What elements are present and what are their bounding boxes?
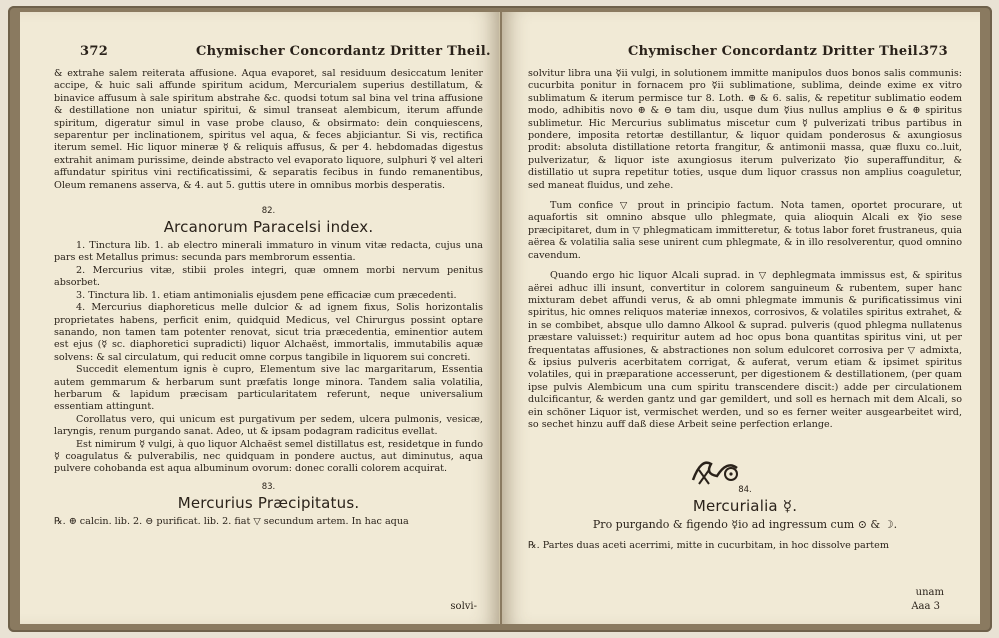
- list-item: 3. Tinctura lib. 1. etiam antimonialis ejusdem pene efficaciæ cum præcedenti.: [76, 289, 457, 301]
- page-number: 372: [80, 44, 109, 59]
- left-page: [20, 12, 500, 624]
- running-head: Chymischer Concordantz Dritter Theil.: [196, 44, 491, 59]
- open-book: [8, 6, 992, 632]
- right-page: [502, 12, 980, 624]
- signature-mark: Aaa 3: [911, 601, 940, 612]
- page-number: 373: [919, 44, 948, 59]
- catchword: unam: [915, 587, 944, 598]
- section-number: 83.: [261, 481, 276, 492]
- section-heading: Mercurialia ☿.: [692, 497, 798, 516]
- section-number: 84.: [738, 485, 752, 496]
- list-item: 2. Mercurius vitæ, stibii proles integri, quæ omnem morbi nervum penitus absorbet.: [54, 264, 483, 289]
- paragraph: Tum confice ▽ prout in principio factum. Nota tamen, oportet procurare, ut aquafortis sit omnino absque ullo phlegmate, quia alioquin Alcali ex ☿io sese præcipitaret, dum in ▽ phlegmaticam immitteretur, & totus labor foret frustraneus, quia aërea & volatilia salia sese unirent cum phlegmate, & in illo resolverentur, quod omnino cavendum.: [528, 200, 962, 261]
- catchword: solvi-: [450, 601, 477, 612]
- recipe-line: ℞. Partes duas aceti acerrimi, mitte in cucurbitam, in hoc dissolve partem: [528, 539, 889, 551]
- alchemical-emblem-icon: [687, 450, 747, 490]
- section-subtitle: Pro purgando & figendo ☿io ad ingressum cum ⊙ & ☽.: [592, 518, 898, 532]
- paragraph: solvitur libra una ☿ii vulgi, in solutionem immitte manipulos duos bonos salis communis: cucurbita ponitur in fornacem pro ☿ii sublimatione, sublima, deinde exime ex vitro sublimatum & iterum permisce tur 8. Loth. ⊕ & 6. salis, & repetitur sublimatio eodem modo, adhibitis novo ⊕ & ⊖ tam diu, usque dum ☿ius nullus amplius ⊖ & ⊕ spiritus sublimetur. Hic Mercurius sublimatus miscetur cum ☿ pulverizati tribus partibus in pondere, imposita retortæ destillantur, & liquor quidam ponderosus & axungiosus prodit: absoluta distillatione retorta frangitur, & antimonii massa, quæ fluxu co..luit, pulverizatur, & liquor iste axungiosus iterum pulverizato ☿io superaffunditur, & distillatio ut supra repetitur toties, usque dum liquor crassus non amplius coaguletur, sed maneat fluidus, und zehe.: [528, 68, 962, 191]
- paragraph: Succedit elementum ignis è cupro, Elementum sive lac margaritarum, Essentia autem gemmarum & herbarum sunt præfatis longe minora. Tandem salia volatilia, herbarum & lapidum præcisam particularitatem referunt, neque universalium essentiam attingunt.: [54, 364, 483, 413]
- paragraph: Corollatus vero, qui unicum est purgativum per sedem, ulcera pulmonis, vesicæ, laryngis, renum purgando sanat. Adeo, ut & ipsam podagram radicitus evellat.: [54, 413, 483, 438]
- paragraph: Quando ergo hic liquor Alcali suprad. in ▽ dephlegmata immissus est, & spiritus aërei adhuc illi insunt, convertitur in colorem sanguineum & rubentem, super hanc mixturam debet affundi verus, & ab omni phlegmate immunis & purificatissimus vini spiritus, hic omnes reliquos materiæ innexos, corrosivos, & volatiles spiritus extrahet, & in se combibet, absque ullo damno Alkool & suprad. pulveris (quod phlegma nullatenus præstare valuisset:) requiritur autem ad hoc opus bona quantitas spiritus vini, ut per frequentatas affusiones, & abstractiones non solum edulcoret corrosiva per ▽ admixta, & ipsius pulveris acerbitatem corrigat, & auferat, verum etiam & ipsimet spiritus volatiles, qui in præparatione accesserunt, per digestionem & destillationem, (per quam ipse pulvis Alembicum una cum spiritu transcendere discit:) adde per circulationem dulcificantur, & werden gantz und gar gemildert, und soll es hernach mit dem Alcali, so ein schöner Liquor ist, vermischet werden, und so es ferner weiter ausgearbeitet wird, so sechet hinzu auff daß diese Arbeit seine perfection erlange.: [528, 270, 962, 430]
- section-number: 82.: [261, 206, 276, 217]
- paragraph: & extrahe salem reiterata affusione. Aqua evaporet, sal residuum desiccatum leniter accipe, & huic sali affunde spiritum acidum, Mercurialem superius destillatum, & binavice affusum à sale spiritum abstrahe &c. quodsi totum sal bina vel trina affusione & destillatione non uniatur spiritui, & simul transeat alembicum, iterum affunde spiritum, digeratur simul in vase probe clauso, & obsirmato: dein conquiescens, separentur per inclinationem, spiritus vel aqua, & feces abjiciantur. Si vis, rectifica iterum semel. Hic liquor mineræ ☿ & reliquis affusus, & per 4. hebdomadas digestus extrahit animam purissime, deinde abstracto vel evaporato liquore, sulphuri ☿ vel alteri affundatur spiritus vini rectificatissimi, & separatis fecibus in fundo remanentibus, Oleum remanens asserva, & 4. aut 5. guttis utere in omnibus morbis desperatis.: [54, 68, 483, 191]
- paragraph: Est nimirum ☿ vulgi, à quo liquor Alchaëst semel distillatus est, residetque in fundo ☿ coagulatus & pulverabilis, nec quidquam in pondere auctus, aut diminutus, aqua pulvere cohobanda est aqua albuminum ovorum: donec coralli colorem acquirat.: [54, 438, 483, 475]
- section-heading: Mercurius Præcipitatus.: [177, 493, 360, 512]
- running-head: Chymischer Concordantz Dritter Theil.: [628, 44, 923, 59]
- recipe-line: ℞. ⊕ calcin. lib. 2. ⊖ purificat. lib. 2. fiat ▽ secundum artem. In hac aqua: [54, 515, 409, 527]
- section-heading: Arcanorum Paracelsi index.: [163, 218, 374, 237]
- list-item: 4. Mercurius diaphoreticus melle dulcior & ad ignem fixus, Solis horizontalis proprietates habens, perficit enim, quidquid Medicus, vel Chirurgus possint optare sanando, non tamen tam potenter renovat, sicut tria præcedentia, eminentior autem est ejus (☿ sc. diaphoretici supradicti) liquor Alchaëst, immortalis, immutabilis aquæ solvens: & sal circulatum, qui reducit omne corpus tangibile in liquorem sui concreti.: [54, 302, 483, 363]
- list-item: 1. Tinctura lib. 1. ab electro minerali immaturo in vinum vitæ redacta, cujus una pars est Metallus primus: secunda pars membrorum essentia.: [54, 240, 483, 264]
